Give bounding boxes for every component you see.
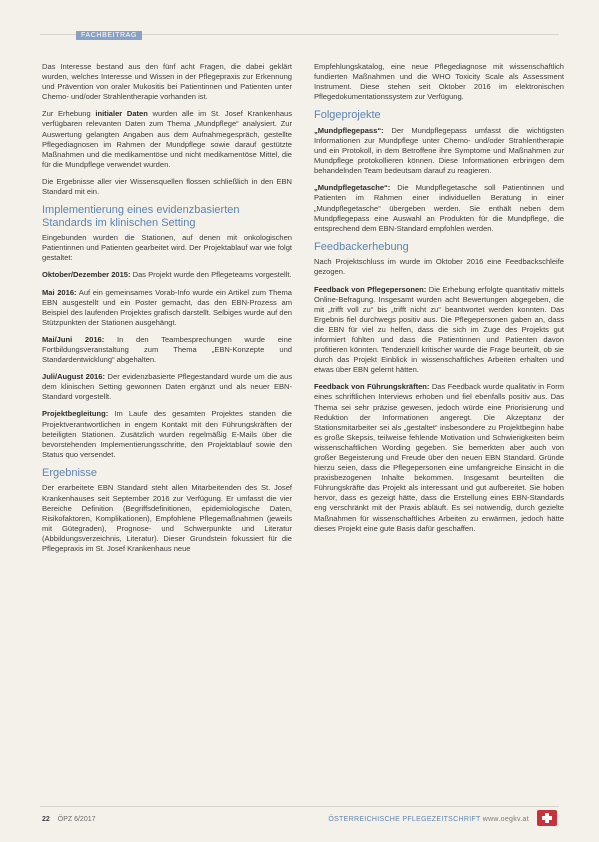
timeline-item: [42, 270, 292, 280]
timeline-text: Auf ein gemeinsames Vorab-Info wurde ein Artikel zum Thema EBN ausgestellt und ein Poster gemacht, das den EBN-Prozess am Beispiel des laufenden Projektes grafisch darstellt. Selbiges wurde auf den Stützpunkten der Stationen ausgehängt.: [42, 287, 293, 327]
project-text: Der Mundpflegepass umfasst die wichtigsten Informationen zur Mundpflege unter Chemo- und/oder Strahlentherapie und ein Protokoll, in dem Betroffene ihre Symptome und Maßnahmen zur Mundpflege protokollieren können. Diese Informationen erbringen dem behandelnden Team bedeutsam darauf zu reagieren.: [314, 125, 564, 176]
page-number: 22: [42, 816, 50, 823]
bold-term: initialer Daten: [95, 109, 148, 119]
paragraph: Das Interesse bestand aus den fünf acht Fragen, die dabei geklärt wurden, welches Interesse und Wissen in der Pflegepraxis zur Erkennung und Prävention von oraler Mukositis bei Patientinnen und Patienten unter Chemo- und/oder Strahlentherapie vorhanden ist.: [42, 62, 292, 102]
left-column: [42, 62, 292, 554]
timeline-date: Mai 2016:: [42, 287, 77, 297]
timeline-date: Mai/Juni 2016:: [42, 334, 105, 344]
heading-implementation: Implementierung eines evidenzbasierten Standards im klinischen Setting: [42, 204, 240, 229]
feedback-text: Die Erhebung erfolgte quantitativ mittels Online-Befragung. Insgesamt wurden acht Bewertungen abgegeben, die mit „trifft voll zu“ bis „trifft nicht zu“ beantwortet werden konnten. Das Ergebnis fiel durchwegs positiv aus. Die Pflegepersonen gaben an, dass die EBN für viel zu helfen, dass die sich im Zuge des Projekts gut informiert fühlten und dass die Patientinnen und Patienten davon profitieren könnten. Tendenziell kritischer wurde die Frage beurteilt, ob sie durch das Projekt Einblick in wissenschaftliches Arbeiten erhalten und etwas über EBN gelernt hätten.: [314, 284, 564, 375]
paragraph: Nach Projektschluss im wurde im Oktober 2016 eine Feedbackschleife gezogen.: [314, 257, 564, 277]
timeline-text: In den Teambesprechungen wurde eine Fortbildungsveranstaltung zum Thema „EBN-Konzepte und Standardentwicklung“ abgehalten.: [42, 334, 292, 365]
project-text: Die Mundpflegetasche soll Patientinnen und Patienten im Rahmen einer individuellen Beratung in einer „Mundpflegetasche“ übergeben werden. Sie enthält neben dem Mundpflegepass eine Auswahl an Produkten für die Mundpflege, die entsprechend dem EBN-Standard empfohlen werden.: [314, 183, 564, 233]
section-rubric: FACHBEITRAG: [76, 31, 142, 40]
project-name: „Mundpflegetasche“:: [314, 183, 391, 193]
paragraph-text: wurden alle im St. Josef Krankenhaus verfügbaren relevanten Daten zum Thema „Mundpflege“ analysiert. Zur Auswertung gelangten Angaben aus dem Aufnahmegespräch, gestellte Pflegediagnosen im Rahmen der Mundpflege sowie darauf gestützte Maßnahmen und die medikamentöse und nicht medikamentöse Mittel, die für die Mundpflege verwendet wurden.: [42, 109, 292, 169]
paragraph-lead: Zur Erhebung: [42, 109, 91, 119]
page-footer: [0, 806, 599, 842]
cross-logo-icon: [537, 810, 557, 826]
timeline-text: Der evidenzbasierte Pflegestandard wurde um die aus dem klinischen Setting gewonnen Daten ergänzt und als neuer EBN-Standard vorgestellt.: [42, 372, 292, 402]
heading-feedback: Feedbackerhebung: [314, 240, 409, 253]
cross-icon: [540, 812, 554, 824]
right-column: [314, 62, 564, 534]
timeline-item: [42, 335, 292, 365]
timeline-text: Das Projekt wurde den Pflegeteams vorgestellt.: [132, 270, 292, 280]
publication-name: ÖSTERREICHISCHE PFLEGEZEITSCHRIFT: [328, 816, 481, 823]
feedback-source: Feedback von Führungskräften:: [314, 382, 430, 392]
timeline-date: Oktober/Dezember 2015:: [42, 270, 131, 280]
paragraph: Der erarbeitete EBN Standard steht allen Mitarbeitenden des St. Josef Krankenhauses seit September 2016 zur Verfügung. Er umfasst die vier Bereiche Definition (Begriffsdefinitionen, epidemiologische Daten, Risikofaktoren, Komplikationen), Empfohlene Pflegemaßnahmen (jeweils mit Gütegraden), Prognose- und Schwerpunkte und Literatur (Abbildungsverzeichnis, Literatur). Dieser Grundstein fokussiert für die Pflegepraxis im St. Josef Krankenhaus neue: [42, 483, 292, 553]
timeline-date: Juli/August 2016:: [42, 372, 105, 382]
feedback-item: [314, 382, 564, 533]
timeline-date: Projektbegleitung:: [42, 409, 109, 419]
footer-publication: [328, 816, 529, 823]
feedback-item: [314, 285, 564, 376]
issue-label: ÖPZ 6/2017: [57, 816, 96, 823]
paragraph: Empfehlungskatalog, eine neue Pflegediagnose mit wissenschaftlich fundierten Maßnahmen und die WHO Toxicity Scale als Assessment Instrument. Diese stehen seit Oktober 2016 im elektronischen Pflegedokumentationssystem zur Verfügung.: [314, 62, 564, 102]
heading-results: Ergebnisse: [42, 466, 98, 479]
feedback-source: Feedback von Pflegepersonen:: [314, 284, 427, 294]
timeline-item: [42, 288, 292, 328]
footer-rule: [40, 806, 559, 807]
paragraph: [42, 109, 292, 170]
timeline-item: [42, 372, 292, 402]
project-name: „Mundpflegepass“:: [314, 125, 384, 135]
publication-url: www.oegkv.at: [482, 816, 529, 823]
project-item: [314, 126, 564, 176]
timeline-text: Im Laufe des gesamten Projektes standen die Projektverantwortlichen in engem Kontakt mit den Führungskräften der beteiligten Stationen. Zusätzlich wurden regelmäßig E-Mails über die bevorstehenden Implementierungsschritte, den Projektablauf sowie den Status quo versendet.: [42, 409, 293, 459]
timeline-item: [42, 409, 292, 459]
paragraph: Die Ergebnisse aller vier Wissensquellen flossen schließlich in den EBN Standard mit ein.: [42, 176, 292, 197]
paragraph: Eingebunden wurden die Stationen, auf denen mit onkologischen Patientinnen und Patienten gearbeitet wird. Der Projektablauf war wie folgt gestaltet:: [42, 233, 292, 263]
footer-page-info: [42, 816, 96, 823]
feedback-text: Das Feedback wurde qualitativ in Form eines schriftlichen Interviews erhoben und fiel ebenfalls positiv aus. Das Thema sei sehr präzise gewesen, jedoch würde eine Priorisierung und Reduktion der Informationen angeregt. Die Akzeptanz der Stationsmitarbeiter sei als „gestaltet“ insbesondere zu Projektbeginn habe es große Skepsis, teilweise fehlende Motivation und Schwierigkeiten beim wissenschaftlichen Wording gegeben. Sie bemerkten aber auch von großer Begeisterung und Freude über den neuen EBN Standard. Gründe hierzu seien, dass die Pflegepersonen eine umfangreiche Einsicht in die praxisbezogenen Inhalte bekommen. Insgesamt beurteilten die Führungskräfte das Projekt als interessant und gut aufbereitet. Sie hoben hervor, dass es gezeigt hätte, dass die Erstellung eines EBN-Standards eng verschränkt mit der Praxis abläuft. Es sei notwendig, durch gezielte Maßnahmen für wissenschaftliches Arbeiten zu erwärmen, jedoch hätte dieses Projekt eine gute Basis dafür geschaffen.: [314, 382, 565, 533]
page-header: [0, 0, 599, 39]
project-item: [314, 183, 564, 233]
heading-follow-up-projects: Folgeprojekte: [314, 109, 381, 122]
